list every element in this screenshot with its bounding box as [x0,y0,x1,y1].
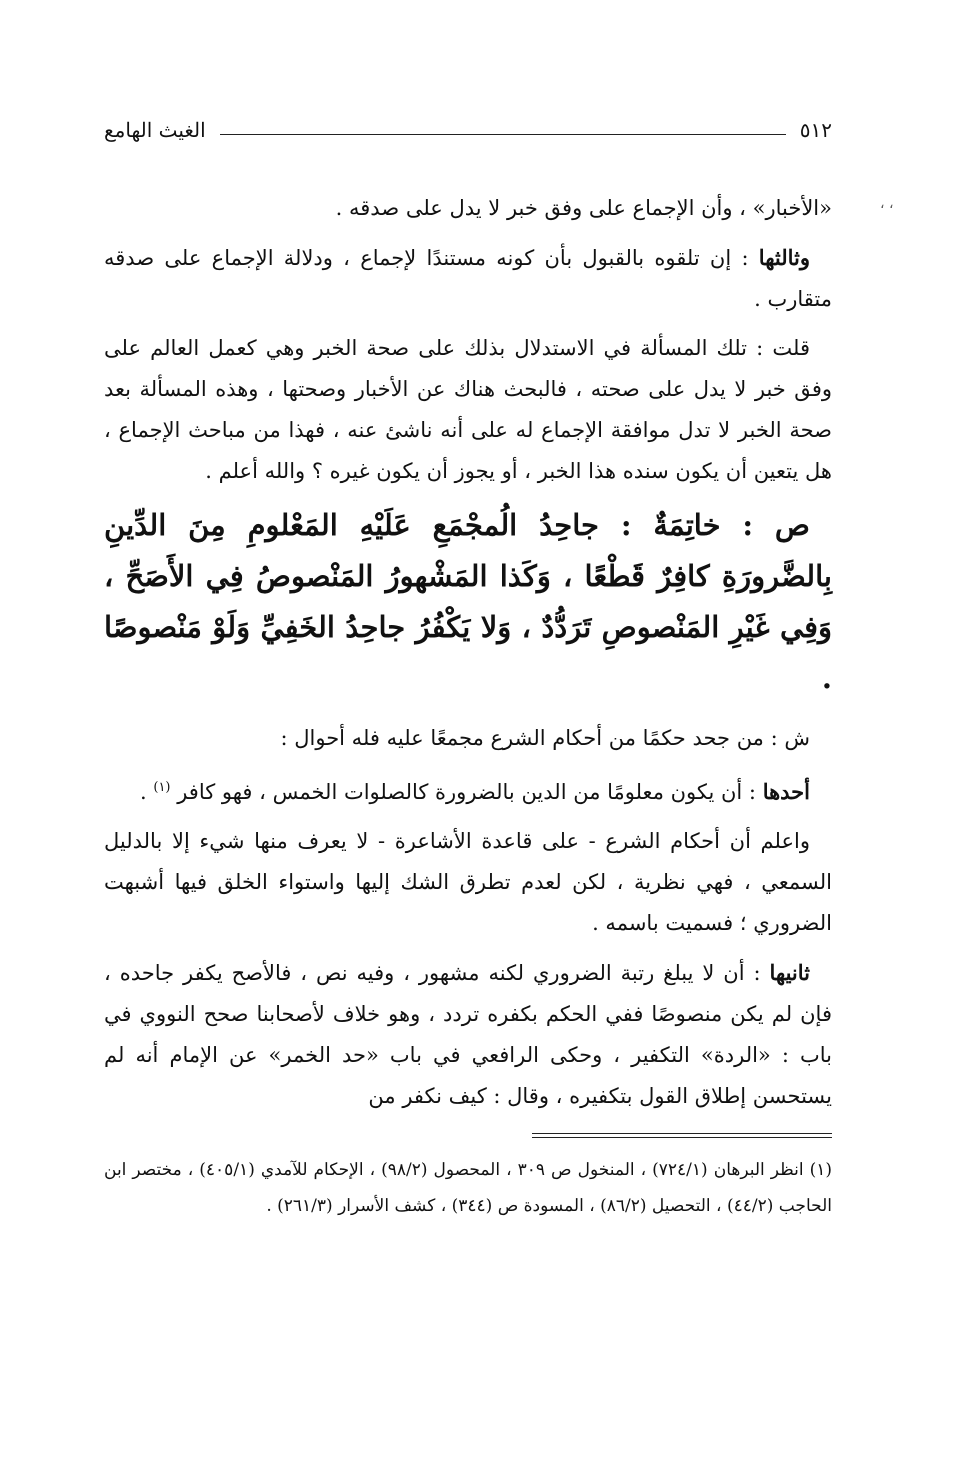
sharh-intro: ش : من جحد حكمًا من أحكام الشرع مجمعًا عليه فله أحوال : [280,726,810,750]
paragraph-4 [104,767,832,813]
running-header [104,112,832,148]
paragraph-1: «الأخبار» ، وأن الإجماع على وفق خبر لا يدل على صدقه . [335,196,832,220]
footnotes [104,1152,832,1224]
paragraph-6-text: : أن لا يبلغ رتبة الضروري لكنه مشهور ، وفيه نص ، فالأصح يكفر جاحده ، فإن لم يكن منصوصًا ففي الحكم بكفره تردد ، وهو خلاف لأصحابنا صحح النووي في باب : «الردة» التكفير ، وحكى الرافعي في باب «حد الخمر» عن الإمام أنه لم يستحسن إطلاق القول بتكفيره ، وقال : كيف نكفر من [104,961,832,1108]
paragraph-3: قلت : تلك المسألة في الاستدلال بذلك على صحة الخبر وهي كعمل العالم على وفق خبر لا يدل على صحته ، فالبحث هناك عن الأخبار وصحتها ، وهذه المسألة بعد صحة الخبر لا تدل موافقة الإجماع له على أنه ناشئ عنه ، فهذا من مباحث الإجماع ، هل يتعين أن يكون سنده هذا الخبر ، أو يجوز أن يكون غيره ؟ والله أعلم . [104,336,832,483]
matn-text: ص : خاتِمَةٌ : جاحِدُ الُمجْمَعِ عَلَيْهِ المَعْلومِ مِنَ الدِّينِ بِالضَّرورَةِ كافِرٌ قَطْعًا ، وَكَذا المَشْهورُ المَنْصوصُ فِي الأَصَحِّ ، وَفِي غَيْرِ المَنْصوصِ تَرَدُّدٌ ، وَلا يَكْفُرُ جاحِدُ الخَفِيِّ وَلَوْ مَنْصوصًا . [104,508,832,695]
paragraph-2-lead: وثالثها [758,245,810,270]
paragraph-6 [104,952,832,1117]
paragraph-4-text: : أن يكون معلومًا من الدين بالضرورة كالصلوات الخمس ، فهو كافر [177,780,763,804]
footnote-1: (١) انظر البرهان (٧٢٤/١) ، المنخول ص ٣٠٩ ، المحصول (٩٨/٢) ، الإحكام للآمدي (٤٠٥/١) ، مختصر ابن الحاجب (٤٤/٢) ، التحصيل (٨٦/٢) ، المسودة ص (٣٤٤) ، كشف الأسرار (٢٦١/٣) . [104,1160,832,1216]
paragraph-5: واعلم أن أحكام الشرع - على قاعدة الأشاعرة - لا يعرف منها شيء إلا بالدليل السمعي ، فهي نظرية ، لكن لعدم تطرق الشك إليها واستواء الخلق فيها أشبهت الضروري ؛ فسميت باسمه . [104,829,832,935]
book-page [104,112,832,1232]
margin-mark: ، ، [880,196,894,212]
page-number: ٥١٢ [799,118,832,142]
paragraph-6-lead: ثانيها [769,960,810,985]
paragraph-2-text: : إن تلقوه بالقبول بأن كونه مستندًا لإجماع ، ودلالة الإجماع على صدقه متقارب . [104,246,832,311]
header-rule [220,134,786,135]
paragraph-4-lead: أحدها [762,779,810,804]
page-body [104,188,832,1117]
footnote-ref-1[interactable]: (١) [153,780,171,795]
running-title: الغيث الهامع [104,118,206,142]
paragraph-2 [104,237,832,320]
footnote-separator [532,1133,832,1138]
paragraph-4-end: . [140,780,154,804]
